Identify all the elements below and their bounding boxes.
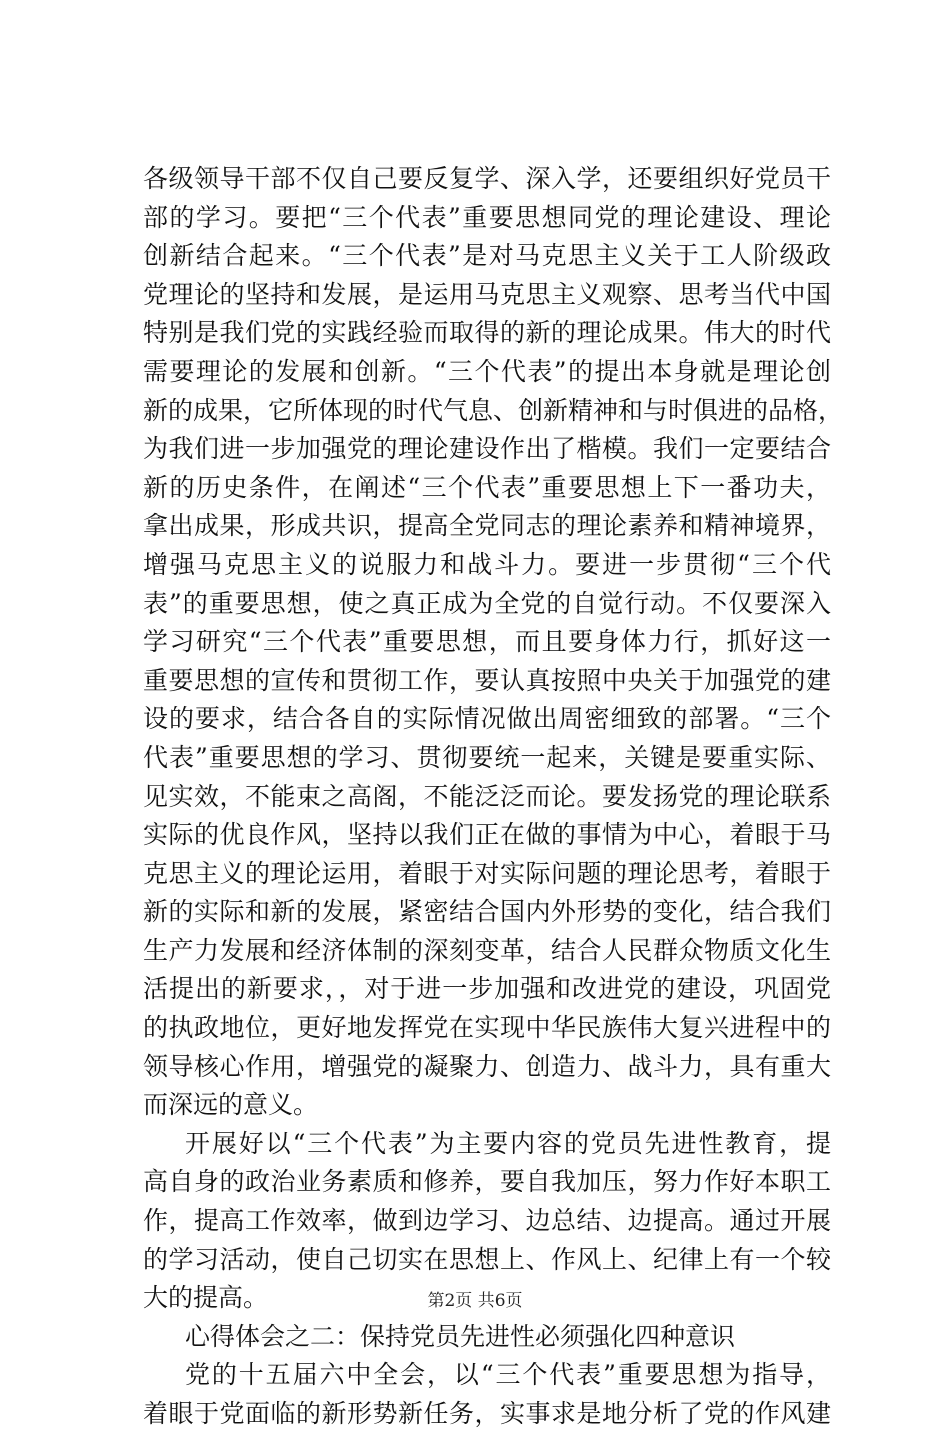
text-line: 的执政地位，更好地发挥党在实现中华民族伟大复兴进程中的 [143,1013,831,1043]
text-line: 开展好以“三个代表”为主要内容的党员先进性教育，提 [185,1128,831,1158]
text-line: 着眼于党面临的新形势新任务，实事求是地分析了党的作风建 [143,1399,831,1428]
text-line: 克思主义的理论运用，着眼于对实际问题的理论思考，着眼于 [143,858,831,888]
text-line: 需要理论的发展和创新。“三个代表”的提出本身就是理论创 [143,356,831,386]
text-line: 新的成果，它所体现的时代气息、创新精神和与时俱进的品格， [143,395,844,425]
text-line: 部的学习。要把“三个代表”重要思想同党的理论建设、理论 [143,202,831,232]
text-line: 活提出的新要求，，对于进一步加强和改进党的建设，巩固党 [143,974,831,1004]
text-line: 代表”重要思想的学习、贯彻要统一起来，关键是要重实际、 [143,742,831,772]
body-text [143,160,844,1434]
text-line: 设的要求，结合各自的实际情况做出周密细致的部署。“三个 [143,704,831,734]
text-line: 创新结合起来。“三个代表”是对马克思主义关于工人阶级政 [143,241,831,271]
text-line: 拿出成果，形成共识，提高全党同志的理论素养和精神境界， [143,511,831,541]
text-line: 新的实际和新的发展，紧密结合国内外形势的变化，结合我们 [143,897,831,927]
text-line: 为我们进一步加强党的理论建设作出了楷模。我们一定要结合 [143,434,831,464]
text-line: 特别是我们党的实践经验而取得的新的理论成果。伟大的时代 [143,318,831,348]
text-line: 重要思想的宣传和贯彻工作，要认真按照中央关于加强党的建 [143,665,831,695]
text-line: 的学习活动，使自己切实在思想上、作风上、纪律上有一个较 [143,1244,831,1274]
text-line: 大的提高。 [143,1283,269,1313]
text-line: 高自身的政治业务素质和修养，要自我加压，努力作好本职工 [143,1167,831,1197]
page-number-footer: 第2页 共6页 [427,1291,523,1311]
text-line: 各级领导干部不仅自己要反复学、深入学，还要组织好党员干 [143,164,831,193]
text-line: 生产力发展和经济体制的深刻变革，结合人民群众物质文化生 [143,935,831,965]
text-line: 见实效，不能束之高阁，不能泛泛而论。要发扬党的理论联系 [143,781,831,811]
text-line: 而深远的意义。 [143,1090,319,1120]
text-line: 增强马克思主义的说服力和战斗力。要进一步贯彻“三个代 [143,549,831,579]
text-line: 作，提高工作效率，做到边学习、边总结、边提高。通过开展 [143,1206,831,1236]
text-line: 党理论的坚持和发展，是运用马克思主义观察、思考当代中国 [143,279,831,309]
section-heading: 心得体会之二：保持党员先进性必须强化四种意识 [185,1321,736,1351]
text-line: 学习研究“三个代表”重要思想，而且要身体力行，抓好这一 [143,627,831,657]
text-line: 党的十五届六中全会，以“三个代表”重要思想为指导， [185,1360,831,1390]
text-line: 新的历史条件，在阐述“三个代表”重要思想上下一番功夫， [143,472,831,502]
text-line: 实际的优良作风，坚持以我们正在做的事情为中心，着眼于马 [143,820,831,850]
text-line: 表”的重要思想，使之真正成为全党的自觉行动。不仅要深入 [143,588,831,618]
text-line: 领导核心作用，增强党的凝聚力、创造力、战斗力，具有重大 [143,1051,831,1081]
